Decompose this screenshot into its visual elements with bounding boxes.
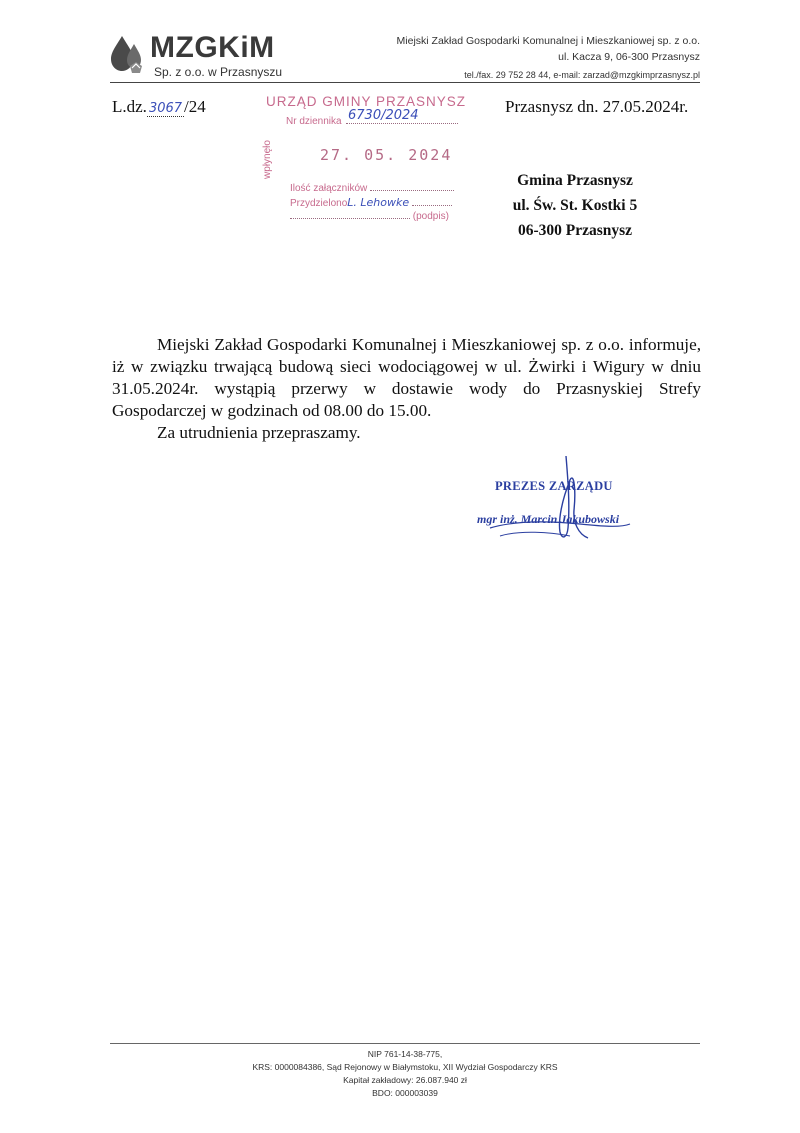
company-name: Miejski Zakład Gospodarki Komunalnej i Mieszkaniowej sp. z o.o. bbox=[396, 35, 700, 47]
signature-title: PREZES ZARZĄDU bbox=[495, 479, 613, 493]
stamp-signature-label: (podpis) bbox=[412, 211, 449, 222]
stamp-signature bbox=[290, 210, 449, 222]
company-contact: tel./fax. 29 752 28 44, e-mail: zarzad@mzgkimprzasnysz.pl bbox=[464, 70, 700, 80]
footer-capital: Kapitał zakładowy: 26.087.940 zł bbox=[343, 1075, 467, 1085]
footer-nip: NIP 761-14-38-775, bbox=[367, 1049, 443, 1059]
letter-body bbox=[112, 334, 701, 444]
water-drop-recycle-icon bbox=[110, 34, 152, 78]
company-address: ul. Kacza 9, 06-300 Przasnysz bbox=[558, 51, 700, 63]
stamp-title: URZĄD GMINY PRZASNYSZ bbox=[266, 94, 467, 109]
footer bbox=[110, 1048, 700, 1100]
reference-prefix: L.dz. bbox=[112, 97, 147, 116]
recipient-address bbox=[500, 168, 650, 243]
company-info bbox=[340, 34, 700, 81]
stamp-received-date: 27. 05. 2024 bbox=[320, 146, 453, 164]
letterhead-divider bbox=[110, 82, 700, 83]
recipient-street: ul. Św. St. Kostki 5 bbox=[512, 197, 638, 214]
footer-divider bbox=[110, 1043, 700, 1044]
reference-handwritten-number: 3067 bbox=[148, 101, 183, 116]
logo-name: MZGKiM bbox=[150, 31, 275, 64]
stamp-attachments bbox=[290, 182, 454, 194]
reference-number bbox=[112, 96, 206, 120]
date-line: Przasnysz dn. 27.05.2024r. bbox=[505, 97, 689, 116]
company-logo bbox=[110, 32, 310, 82]
stamp-assigned-label: Przydzielono bbox=[290, 198, 348, 209]
footer-krs: KRS: 0000084386, Sąd Rejonowy w Białymstoku, XII Wydział Gospodarczy KRS bbox=[252, 1062, 558, 1072]
body-paragraph-2: Za utrudnienia przepraszamy. bbox=[157, 423, 361, 442]
logo-subtitle: Sp. z o.o. w Przasnyszu bbox=[154, 65, 283, 79]
registry-stamp bbox=[262, 94, 482, 234]
stamp-assigned-value: L. Lehowke bbox=[347, 196, 410, 209]
stamp-attachments-dots bbox=[370, 182, 454, 191]
stamp-register-value: 6730/2024 bbox=[346, 108, 458, 124]
stamp-signature-dots bbox=[290, 210, 410, 219]
recipient-city: 06-300 Przasnysz bbox=[517, 222, 633, 239]
handwritten-signature-icon bbox=[470, 450, 640, 550]
signature-name: mgr inż. Marcin Jakubowski bbox=[477, 512, 620, 526]
stamp-attachments-label: Ilość załączników bbox=[290, 183, 368, 194]
reference-suffix: /24 bbox=[184, 97, 206, 116]
stamp-received-label: wpłynęło bbox=[261, 140, 273, 179]
stamp-assigned bbox=[290, 196, 452, 209]
footer-bdo: BDO: 000003039 bbox=[372, 1088, 438, 1098]
stamp-register-label: Nr dziennika bbox=[286, 116, 342, 127]
stamp-assigned-dots bbox=[412, 197, 452, 206]
body-paragraph-1: Miejski Zakład Gospodarki Komunalnej i Mieszkaniowej sp. z o.o. informuje, iż w związku trwającą budową sieci wodociągowej w ul. Żwirki i Wigury w dniu 31.05.2024r. wystąpią przerwy w dostawie wody do Przasnyskiej Strefy Gospodarczej w godzinach od 08.00 do 15.00. bbox=[112, 335, 701, 420]
recipient-name: Gmina Przasnysz bbox=[517, 172, 633, 189]
